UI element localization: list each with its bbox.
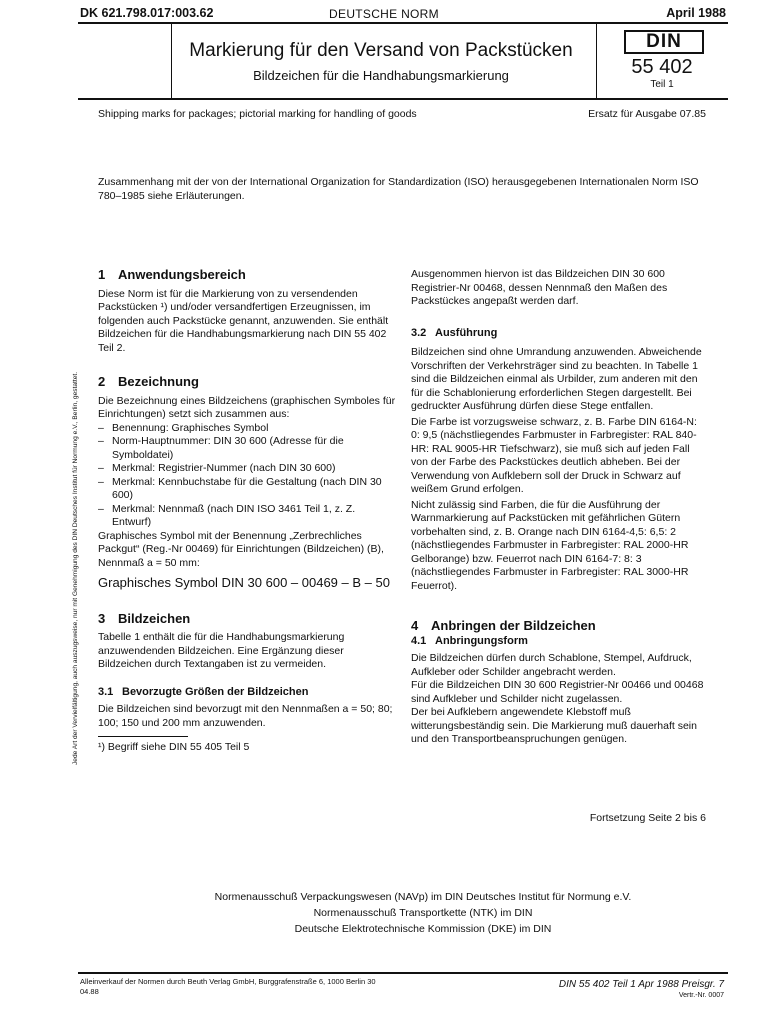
din-number: 55 402 [631,56,693,78]
section-3-text: Tabelle 1 enthält die für die Handhabungsmarkierung anzuwendenden Bildzeichen. Eine Ergänzung dieser Bildzeichen durch Textangaben ist zu vermeiden. [98,631,345,670]
section-4-1-heading: 4.1 Anbringungsform [411,634,528,647]
list-item: – Merkmal: Nennmaß (nach DIN ISO 3461 Teil 1, z. Z. Entwurf) [98,502,356,528]
document-subtitle: Bildzeichen für die Handhabungsmarkierung [253,68,509,83]
section-4-1-paragraph-2: Für die Bildzeichen DIN 30 600 Registrier-Nr 00466 und 00468 sind Aufkleber und Schilder nicht zugelassen. [411,679,704,705]
list-item: – Norm-Hauptnummer: DIN 30 600 (Adresse für die Symboldatei) [98,435,344,461]
copyright-side-note-text: Jede Art der Vervielfältigung, auch auszugsweise, nur mit Genehmigung des DIN Deutsches Institut für Normung e.V., Berlin, gestattet. [72,371,79,765]
section-4-1-paragraph-3: Der bei Aufklebern angewendete Klebstoff muß witterungsbeständig sein. Die Markierung muß dauerhaft sein und den Transportbeanspruchungen genügen. [411,706,697,745]
section-3-heading: 3 Bildzeichen [98,610,191,626]
issue-date: April 1988 [666,6,726,20]
footer-sales: Alleinverkauf der Normen durch Beuth Verlag GmbH, Burggrafenstraße 6, 1000 Berlin 30 04.88 [80,977,376,996]
section-2-heading: 2 Bezeichnung [98,374,199,389]
section-2-text: Die Bezeichnung eines Bildzeichens (graphischen Symboles für Einrichtungen) setzt sich zusammen aus: [98,394,396,420]
footnote-rule [98,736,188,737]
committee-line: Normenausschuß Verpackungswesen (NAVp) im DIN Deutsches Institut für Normung e.V. [214,891,632,903]
din-part: Teil 1 [650,79,674,90]
iso-relation-note: Zusammenhang mit der von der International Organization for Standardization (ISO) herausgegebenen Internationalen Norm ISO 780–1985 siehe Erläuterungen. [98,176,699,202]
right-column [411,268,708,747]
left-column [98,268,396,755]
english-title: Shipping marks for packages; pictorial marking for handling of goods [98,108,417,120]
section-1-heading: 1 Anwendungsbereich [98,267,246,282]
title-box-divider-right [596,24,597,98]
committees [78,889,768,937]
section-3-2-paragraph-2: Die Farbe ist vorzugsweise schwarz, z. B. Farbe DIN 6164-N: 0: 9,5 (nächstliegendes Farbmuster in Farbregister: RAL 840-HR: RAL 9005-HR Tiefschwarz), sie muß sich auf jeden Fall von der Farbe des Packstückes deutlich abheben. Bei der Verwendung von Aufklebern soll der Druck in Schwarz auf weißem Grund erfolgen. [411,415,697,495]
committee-line: Deutsche Elektrotechnische Kommission (DKE) im DIN [294,923,552,935]
list-item: – Merkmal: Kennbuchstabe für die Gestaltung (nach DIN 30 600) [98,475,382,501]
example-text: Graphisches Symbol mit der Benennung „Zerbrechliches Packgut“ (Reg.-Nr 00469) für Einrichtungen (Bildzeichen) (B), Nennmaß a = 50 mm: [98,529,384,569]
dk-number: DK 621.798.017:003.62 [80,6,214,20]
footer-vertr-number: Vertr.-Nr. 0007 [678,992,724,999]
replaces-edition: Ersatz für Ausgabe 07.85 [588,108,706,120]
list-item: – Benennung: Graphisches Symbol [98,421,269,434]
committee-line: Normenausschuß Transportkette (NTK) im DIN [313,907,533,919]
continuation-note: Fortsetzung Seite 2 bis 6 [589,812,706,824]
section-3-2-paragraph-1: Bildzeichen sind ohne Umrandung anzuwenden. Abweichende Vorschriften der Verkehrsträger sind zu beachten. In Tabelle 1 sind die Bildzeichen einmal als Urbilder, zum anderen mit den für die Schablonierung erforderlichen Stegen dargestellt. Bei gedruckter Ausführung dürfen diese Stege entfallen. [411,346,702,412]
right-continuation-text: Ausgenommen hiervon ist das Bildzeichen DIN 30 600 Registrier-Nr 00468, dessen Nennmaß den Maßen des Packstückes angepaßt werden darf. [411,268,668,307]
footnote: ¹) Begriff siehe DIN 55 405 Teil 5 [98,741,250,753]
section-4-1-paragraph-1: Die Bildzeichen dürfen durch Schablone, Stempel, Aufdruck, Aufkleber oder Schilder angebracht werden. [411,652,692,678]
copyright-side-note [72,240,86,765]
example-designation: Graphisches Symbol DIN 30 600 – 00469 – B – 50 [98,575,390,590]
section-3-1-text: Die Bildzeichen sind bevorzugt mit den Nennmaßen a = 50; 80; 100; 150 und 200 mm anzuwenden. [98,703,393,729]
section-3-1-heading: 3.1 Bevorzugte Größen der Bildzeichen [98,685,309,698]
section-4-heading: 4 Anbringen der Bildzeichen [411,618,596,633]
section-3-2-paragraph-3: Nicht zulässig sind Farben, die für die Ausführung der Warnmarkierung auf Packstücken mit gefährlichen Gütern vorbehalten sind, z. B. Orange nach DIN 6164-4,5: 6,5: 2 (nächstliegendes Farbmuster in Farbregister: RAL 2000-HR Gelborange) bzw. Feuerrot nach DIN 6164-7: 8: 3 (nächstliegendes Farbmuster in Farbregister: RAL 3000-HR Feuerrot). [411,498,689,592]
section-3-2-heading: 3.2 Ausführung [411,326,498,339]
document-title: Markierung für den Versand von Packstücken [189,40,573,61]
norm-label: DEUTSCHE NORM [329,7,439,21]
din-logo: DIN [624,30,704,54]
footer-reference: DIN 55 402 Teil 1 Apr 1988 Preisgr. 7 [558,979,724,990]
section-1-text: Diese Norm ist für die Markierung von zu versendenden Packstücken ¹) und/oder versandfertigen Erzeugnissen, im folgenden auch Packstücke genannt, anzuwenden. Sie enthält Bildzeichen für die Handhabungsmarkierung nach DIN 55 402 Teil 2. [98,287,389,354]
list-item: – Merkmal: Registrier-Nummer (nach DIN 30 600) [98,462,336,474]
footer-rule [78,972,728,974]
